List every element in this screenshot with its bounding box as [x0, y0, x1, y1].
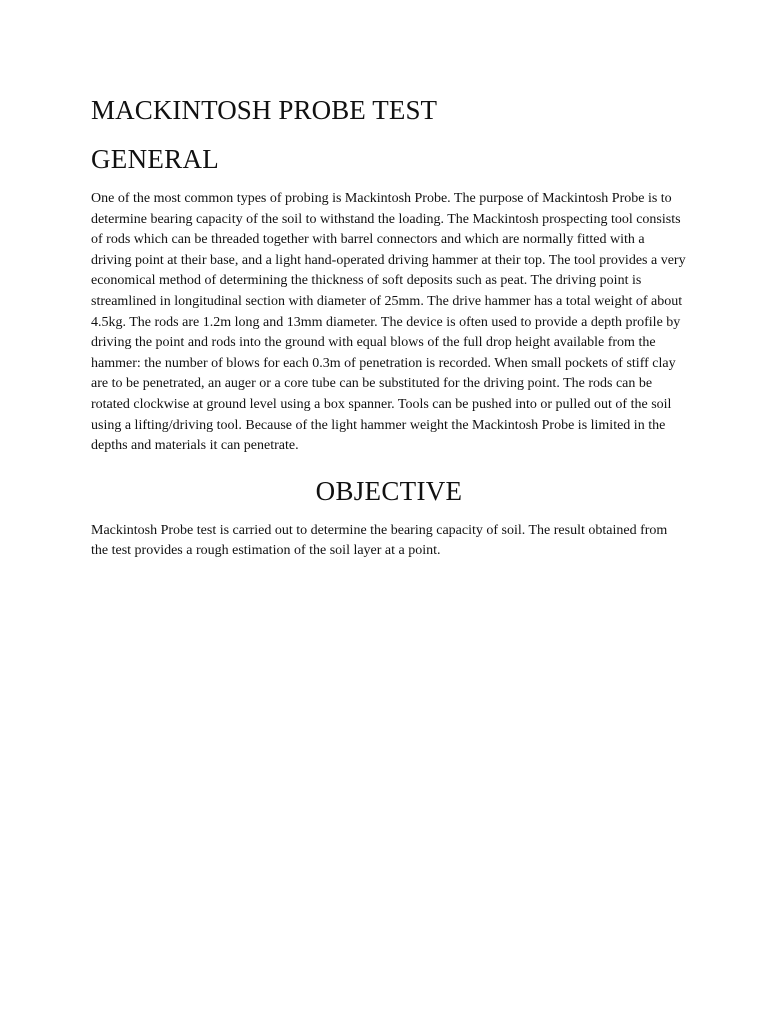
general-paragraph: One of the most common types of probing is Mackintosh Probe. The purpose of Mackintosh Probe is to determine bearing capacity of the soil to withstand the loading. The Mackintosh prospecting tool consists of rods which can be threaded together with barrel connectors and which are normally fitted with a driving point at their base, and a light hand-operated driving hammer at their top. The tool provides a very economical method of determining the thickness of soft deposits such as peat. The driving point is streamlined in longitudinal section with diameter of 25mm. The drive hammer has a total weight of about 4.5kg. The rods are 1.2m long and 13mm diameter. The device is often used to provide a depth profile by driving the point and rods into the ground with equal blows of the full drop height available from the hammer: the number of blows for each 0.3m of penetration is recorded. When small pockets of stiff clay are to be penetrated, an auger or a core tube can be substituted for the driving point. The rods can be rotated clockwise at ground level using a box spanner. Tools can be pushed into or pulled out of the soil using a lifting/driving tool. Because of the light hammer weight the Mackintosh Probe is limited in the depths and materials it can penetrate.: [91, 191, 686, 454]
document-title: MACKINTOSH PROBE TEST: [91, 95, 438, 125]
section-heading-general: GENERAL: [91, 144, 220, 174]
document-content: [91, 92, 687, 562]
objective-paragraph: Mackintosh Probe test is carried out to determine the bearing capacity of soil. The result obtained from the test provides a rough estimation of the soil layer at a point.: [91, 522, 668, 559]
section-heading-objective: OBJECTIVE: [315, 475, 463, 506]
